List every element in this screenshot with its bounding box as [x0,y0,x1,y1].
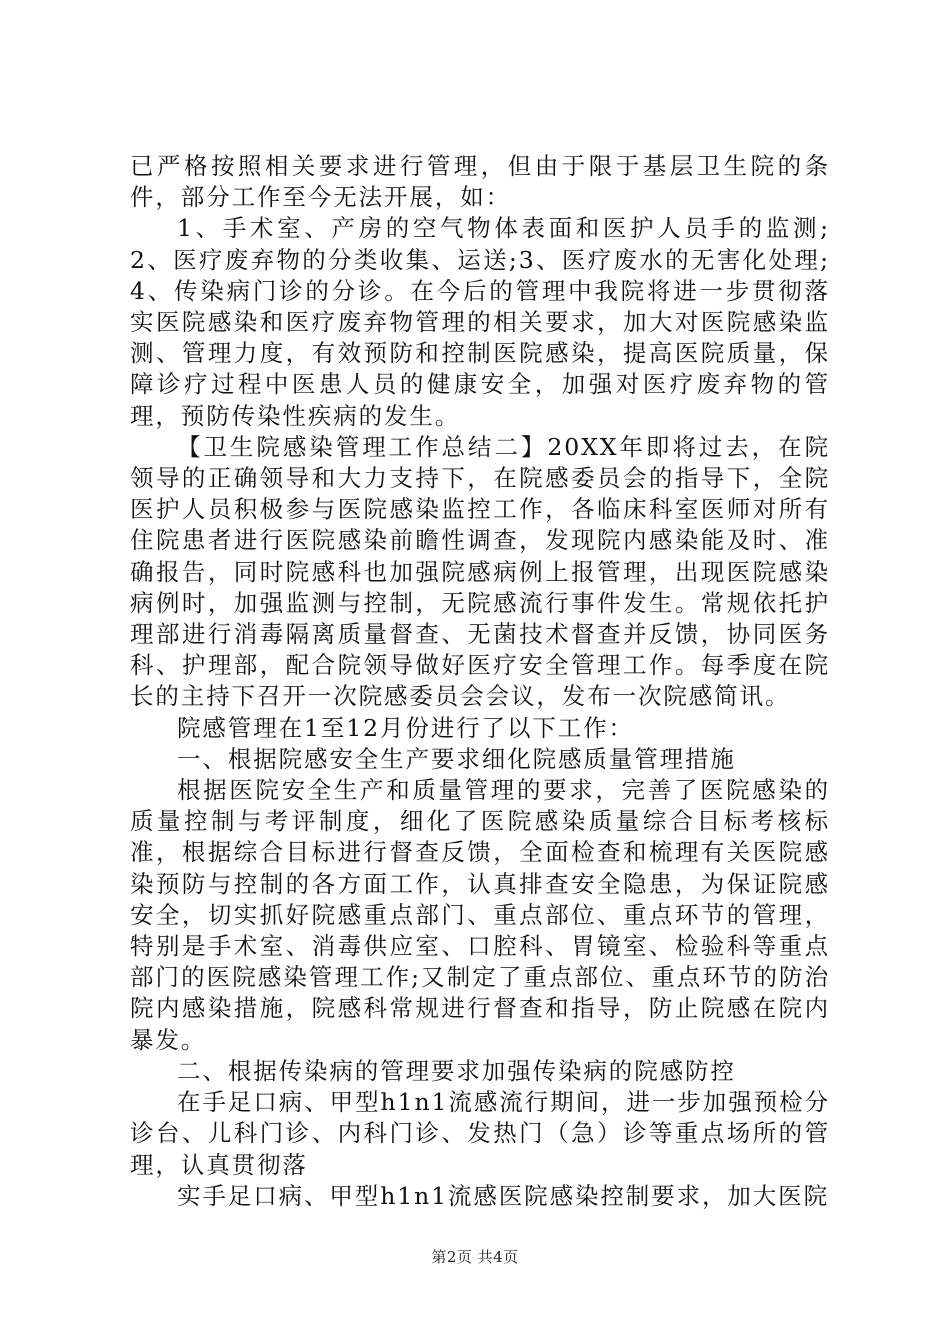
paragraph-summary-two-intro: 【卫生院感染管理工作总结二】20XX年即将过去，在院领导的正确领导和大力支持下，在院感委员会的指导下，全院医护人员积极参与医院感染监控工作，各临床科室医师对所有住院患者进行医院感染前瞻性调查，发现院内感染能及时、准确报告，同时院感科也加强院感病例上报管理，出现医院感染病例时，加强监测与控制，无院感流行事件发生。常规依托护理部进行消毒隔离质量督查、无菌技术督查并反馈，协同医务科、护理部，配合院领导做好医疗安全管理工作。每季度在院长的主持下召开一次院感委员会会议，发布一次院感简讯。 [130,432,830,711]
section-heading-one: 一、根据院感安全生产要求细化院感质量管理措施 [177,744,736,773]
paragraph-section-two-continued: 实手足口病、甲型h1n1流感医院感染控制要求，加大医院 [177,1181,829,1210]
paragraph-continuation: 已严格按照相关要求进行管理，但由于限于基层卫生院的条件，部分工作至今无法开展，如： [130,152,830,212]
paragraph-work-overview: 院感管理在1至12月份进行了以下工作： [177,713,634,742]
paragraph-problems-list: 1、手术室、产房的空气物体表面和医护人员手的监测;2、医疗废弃物的分类收集、运送;3、医疗废水的无害化处理;4、传染病门诊的分诊。在今后的管理中我院将进一步贯彻落实医院感染和医疗废弃物管理的相关要求，加大对医院感染监测、管理力度，有效预防和控制医院感染，提高医院质量，保障诊疗过程中医患人员的健康安全，加强对医疗废弃物的管理，预防传染性疾病的发生。 [130,214,830,430]
paragraph-section-one-body: 根据医院安全生产和质量管理的要求，完善了医院感染的质量控制与考评制度，细化了医院感染质量综合目标考核标准，根据综合目标进行督查反馈，全面检查和梳理有关医院感染预防与控制的各方面工作，认真排查安全隐患，为保证院感安全，切实抓好院感重点部门、重点部位、重点环节的管理，特别是手术室、消毒供应室、口腔科、胃镜室、检验科等重点部门的医院感染管理工作;又制定了重点部位、重点环节的防治院内感染措施，院感科常规进行督查和指导，防止院感在院内暴发。 [130,776,830,1054]
page-number-footer: 第2页 共4页 [431,1248,519,1266]
section-heading-two: 二、根据传染病的管理要求加强传染病的院感防控 [177,1056,736,1085]
document-body [130,151,830,1212]
paragraph-section-two-body: 在手足口病、甲型h1n1流感流行期间，进一步加强预检分诊台、儿科门诊、内科门诊、发热门（急）诊等重点场所的管理，认真贯彻落 [130,1088,830,1179]
